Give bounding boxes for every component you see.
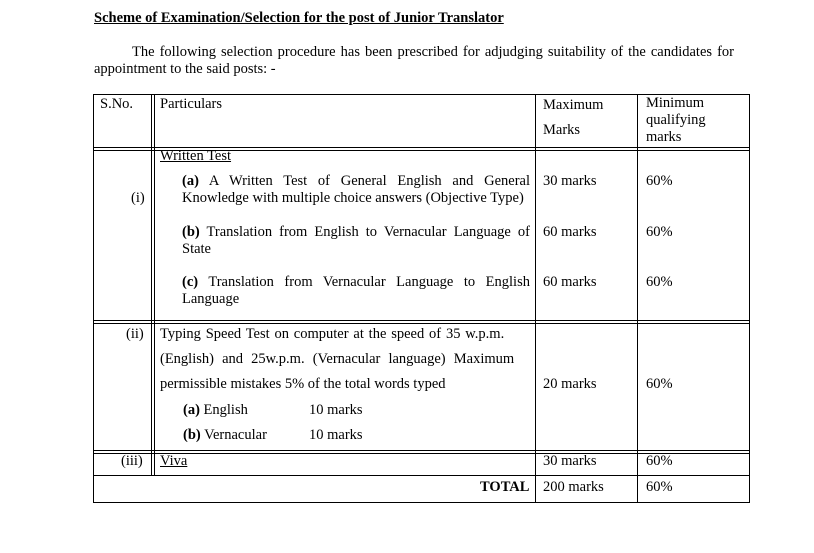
total-label: TOTAL: [480, 479, 530, 495]
row2-item-b-text: Vernacular: [204, 427, 267, 443]
row1-item-b: [182, 224, 530, 258]
row1-item-b-label: (b): [182, 224, 200, 240]
table-col-rule-3: [637, 94, 638, 503]
row2-sno: (ii): [126, 326, 144, 342]
table-border-right: [749, 94, 750, 503]
row3-particulars: Viva: [160, 453, 188, 469]
total-max: 200 marks: [543, 479, 604, 495]
row2-line3: permissible mistakes 5% of the total words typed: [160, 376, 446, 392]
table-col-rule-1: [151, 94, 155, 476]
table-col-rule-2: [535, 94, 536, 503]
row1-item-b-max: 60 marks: [543, 224, 597, 240]
written-test-heading: Written Test: [160, 148, 232, 164]
row2-item-b-label: (b): [183, 427, 201, 443]
header-max-line2: Marks: [543, 122, 581, 138]
row1-item-a-min: 60%: [646, 173, 673, 189]
header-min-line2: qualifying: [646, 112, 706, 128]
table-rule-row1: [93, 320, 750, 324]
row2-item-a-text: English: [203, 402, 248, 418]
header-particulars: Particulars: [160, 96, 223, 112]
page-title: Scheme of Examination/Selection for the post of Junior Translator: [94, 10, 504, 26]
row1-item-c-max: 60 marks: [543, 274, 597, 290]
row3-min: 60%: [646, 453, 673, 469]
row1-item-a-max: 30 marks: [543, 173, 597, 189]
row1-item-c-min: 60%: [646, 274, 673, 290]
header-sno: S.No.: [100, 96, 134, 112]
intro-paragraph: [94, 44, 734, 78]
intro-text: The following selection procedure has been prescribed for adjudging suitability of the candidates for appointment to the said posts: -: [94, 44, 734, 77]
row1-item-c-label: (c): [182, 274, 199, 290]
row1-item-b-min: 60%: [646, 224, 673, 240]
row2-min: 60%: [646, 376, 673, 392]
table-rule-row3: [93, 475, 750, 476]
header-min-line1: Minimum: [646, 95, 705, 111]
total-min: 60%: [646, 479, 673, 495]
row2-item-b-marks: 10 marks: [309, 427, 363, 443]
row1-item-a-label: (a): [182, 173, 199, 189]
row2-max: 20 marks: [543, 376, 597, 392]
row2-item-a-marks: 10 marks: [309, 402, 363, 418]
row2-line2: (English) and 25w.p.m. (Vernacular language) Maximum: [160, 351, 515, 367]
row2-item-a: [183, 402, 248, 419]
row1-item-a-text: A Written Test of General English and General Knowledge with multiple choice answers (Objective Type): [182, 173, 530, 206]
row1-sno: (i): [131, 190, 145, 206]
header-min-line3: marks: [646, 129, 682, 145]
row2-item-a-label: (a): [183, 402, 200, 418]
row2-line1: Typing Speed Test on computer at the speed of 35 w.p.m.: [160, 326, 505, 342]
row1-item-a: [182, 173, 530, 207]
row2-item-b: [183, 427, 267, 444]
row1-item-c: [182, 274, 530, 308]
row3-max: 30 marks: [543, 453, 597, 469]
table-border-bottom: [93, 502, 750, 503]
header-max-line1: Maximum: [543, 97, 604, 113]
row3-sno: (iii): [121, 453, 143, 469]
row1-item-c-text: Translation from Vernacular Language to English Language: [182, 274, 530, 307]
row1-item-b-text: Translation from English to Vernacular Language of State: [182, 224, 530, 257]
table-border-left: [93, 94, 94, 503]
